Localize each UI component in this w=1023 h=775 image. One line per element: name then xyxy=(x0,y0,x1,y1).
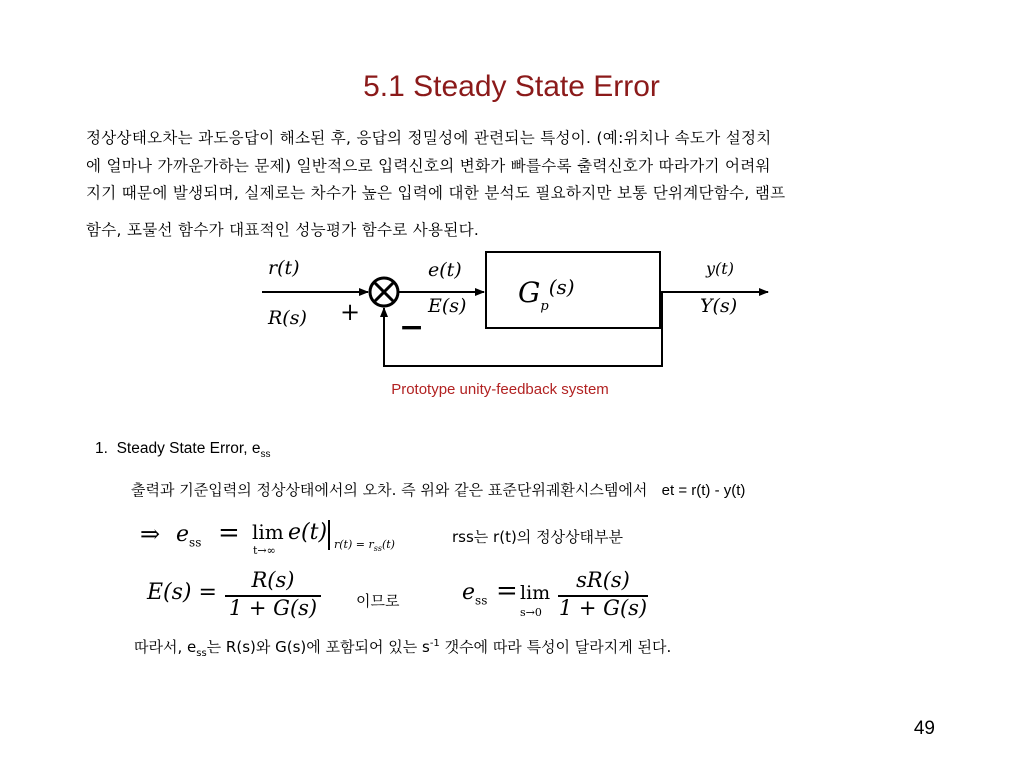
E-s-lhs: E(s) = xyxy=(147,580,217,605)
plant-label: $G_p^{(s)}$ xyxy=(518,275,575,314)
lim-operator-s: lim xyxy=(520,582,551,604)
definition-text: 출력과 기준입력의 정상상태에서의 오차. 즉 위와 같은 표준단위궤환시스템에서 xyxy=(131,481,648,499)
section-title-subscript: ss xyxy=(260,449,271,461)
lim-operator: lim xyxy=(252,520,284,544)
equation-ess-final xyxy=(462,568,662,622)
rss-note: rss는 r(t)의 정상상태부분 xyxy=(452,528,624,546)
intro-line-1: 정상상태오차는 과도응답이 해소된 후, 응답의 정밀성에 관련되는 특성이. (예:위치나 속도가 설정치 xyxy=(86,129,772,147)
slide-title: 5.1 Steady State Error xyxy=(363,70,660,103)
lim-subscript: t→∞ xyxy=(253,544,276,557)
error-definition: et = r(t) - y(t) xyxy=(661,482,746,499)
section-title: Steady State Error, e xyxy=(116,440,261,457)
intro-line-4: 함수, 포물선 함수가 대표적인 성능평가 함수로 사용된다. xyxy=(86,221,480,239)
conclusion-line: 따라서, $e_{ss}$는 R(s)와 G(s)에 포함되어 있는 $s^{-1}$ 갯수에 따라 특성이 달라지게 된다. xyxy=(134,638,672,659)
section-heading xyxy=(95,440,270,460)
connector-text: 이므로 xyxy=(356,592,400,610)
lim-subscript-s: s→0 xyxy=(520,606,542,619)
label-y-t: y(t) xyxy=(706,259,734,278)
intro-line-2: 에 얼마나 가까운가하는 문제) 일반적으로 입력신호의 변화가 빠를수록 출력신호가 따라가기 어려워 xyxy=(86,157,771,175)
label-r-t: r(t) xyxy=(268,257,300,279)
block-diagram xyxy=(0,240,1023,390)
equals-sign: = xyxy=(218,518,240,548)
label-Y-s: Y(s) xyxy=(700,295,738,317)
diagram-caption: Prototype unity-feedback system xyxy=(391,381,609,398)
section-number: 1. xyxy=(95,440,108,457)
evaluation-bar xyxy=(328,520,330,550)
page-number: 49 xyxy=(913,718,935,739)
ess-symbol: $e_{ss}$ xyxy=(176,522,202,550)
intro-line-3: 지기 때문에 발생되며, 실제로는 차수가 높은 입력에 대한 분석도 필요하지만 보통 단위계단함수, 램프 xyxy=(86,184,786,202)
ess-final-symbol: $e_{ss}$ xyxy=(462,580,488,608)
E-s-numerator: R(s) xyxy=(251,568,295,592)
E-s-denominator: 1 + G(s) xyxy=(228,596,318,620)
plus-sign: + xyxy=(340,298,361,326)
ess-final-numerator: sR(s) xyxy=(576,568,630,592)
ess-final-denominator: 1 + G(s) xyxy=(558,596,648,620)
ess-final-equals: = xyxy=(496,576,518,606)
label-E-s: E(s) xyxy=(428,295,467,317)
implies-arrow: ⇒ xyxy=(140,520,161,548)
label-e-t: e(t) xyxy=(428,259,462,281)
evaluation-condition: $r(t) = r_{ss}(t)$ xyxy=(334,538,395,554)
label-R-s: R(s) xyxy=(268,307,307,329)
definition-line xyxy=(131,479,745,500)
minus-sign: − xyxy=(399,310,425,345)
equation-E-s xyxy=(147,568,337,622)
summing-junction xyxy=(370,278,398,306)
et-function: e(t) xyxy=(288,520,328,545)
